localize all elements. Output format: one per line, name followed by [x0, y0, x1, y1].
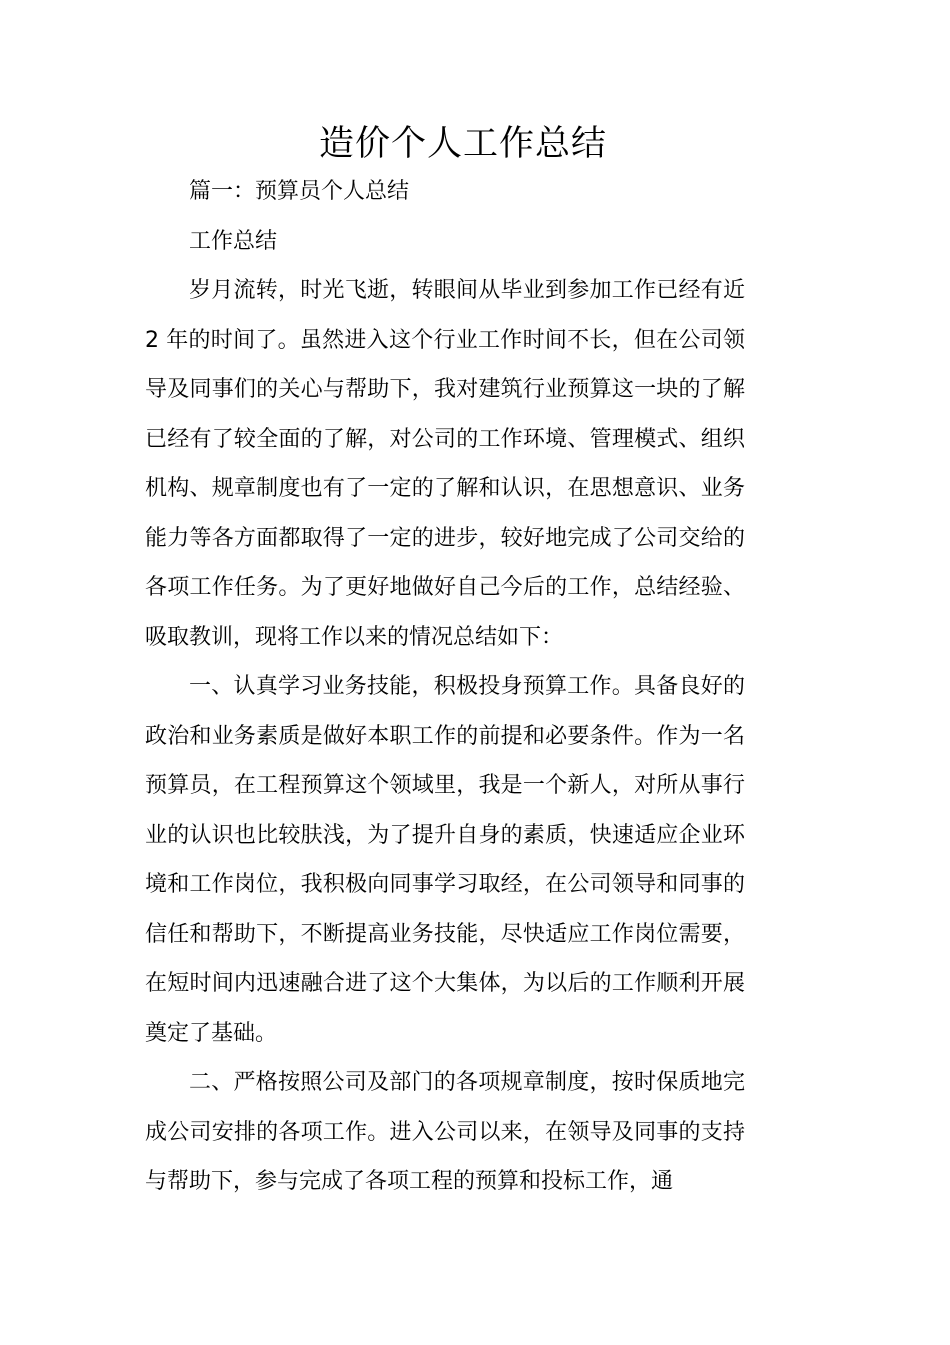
paragraph-point-two: 二、严格按照公司及部门的各项规章制度，按时保质地完成公司安排的各项工作。进入公司以来，在领导及同事的支持与帮助下，参与完成了各项工程的预算和投标工作，通 — [145, 1070, 745, 1194]
paragraph-intro: 岁月流转，时光飞逝，转眼间从毕业到参加工作已经有近 2 年的时间了。虽然进入这个行业工作时间不长，但在公司领导及同事们的关心与帮助下，我对建筑行业预算这一块的了解已经有了较全面的了解，对公司的工作环境、管理模式、组织机构、规章制度也有了一定的了解和认识，在思想意识、业务能力等各方面都取得了一定的进步，较好地完成了公司交给的各项工作任务。为了更好地做好自己今后的工作，总结经验、吸取教训，现将工作以来的情况总结如下： — [145, 278, 745, 650]
document-body — [145, 167, 745, 1207]
section-heading: 篇一：预算员个人总结 — [189, 179, 410, 204]
subheading: 工作总结 — [189, 228, 278, 254]
paragraph-point-one: 一、认真学习业务技能，积极投身预算工作。具备良好的政治和业务素质是做好本职工作的前提和必要条件。作为一名预算员，在工程预算这个领域里，我是一个新人，对所从事行业的认识也比较肤浅，为了提升自身的素质，快速适应企业环境和工作岗位，我积极向同事学习取经，在公司领导和同事的信任和帮助下，不断提高业务技能，尽快适应工作岗位需要，在短时间内迅速融合进了这个大集体，为以后的工作顺利开展奠定了基础。 — [145, 674, 745, 1046]
document-title: 造价个人工作总结 — [318, 124, 607, 164]
